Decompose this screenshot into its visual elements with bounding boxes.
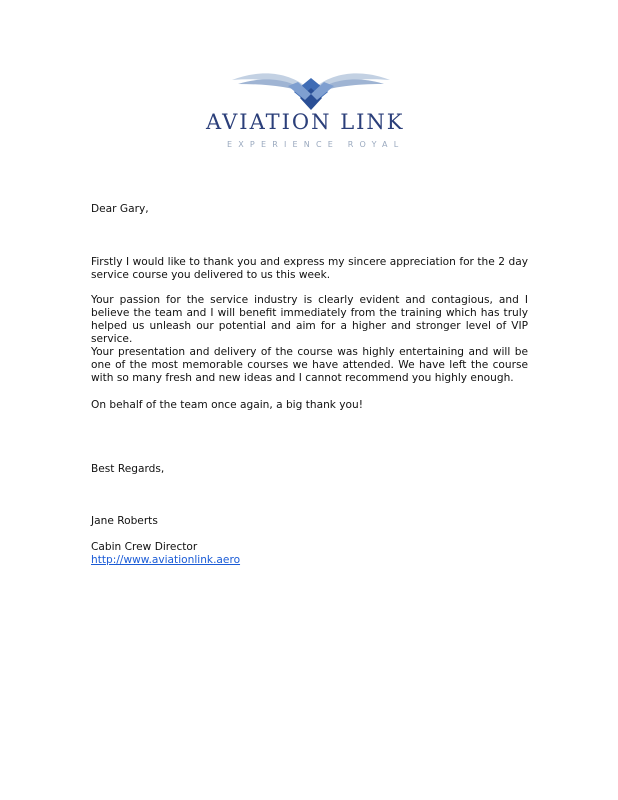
brand-word-aviation: AVIATION <box>206 110 332 134</box>
signer-title: Cabin Crew Director <box>91 541 198 553</box>
salutation: Dear Gary, <box>91 203 149 215</box>
paragraph-closing-thanks: On behalf of the team once again, a big thank you! <box>91 399 364 411</box>
paragraph-thanks: Firstly I would like to thank you and express my sincere appreciation for the 2 day service course you delivered to us this week. <box>91 256 528 281</box>
closing: Best Regards, <box>91 463 165 475</box>
paragraph-passion: Your passion for the service industry is clearly evident and contagious, and I believe the team and I will benefit immediately from the training which has truly helped us unleash our potential and aim for a higher and stronger level of VIP service. <box>91 294 528 345</box>
paragraph-presentation: Your presentation and delivery of the course was highly entertaining and will be one of the most memorable courses we have attended. We have left the course with so many fresh and new ideas and I cannot recommend you highly enough. <box>91 346 528 384</box>
brand-tagline: EXPERIENCE ROYAL <box>227 140 405 149</box>
website-link[interactable]: http://www.aviationlink.aero <box>91 554 241 566</box>
signer-name: Jane Roberts <box>91 515 158 527</box>
brand-wordmark <box>206 110 416 134</box>
aviation-link-logo <box>200 70 420 155</box>
brand-word-link: LINK <box>340 110 405 134</box>
wings-logo-icon <box>228 70 394 114</box>
